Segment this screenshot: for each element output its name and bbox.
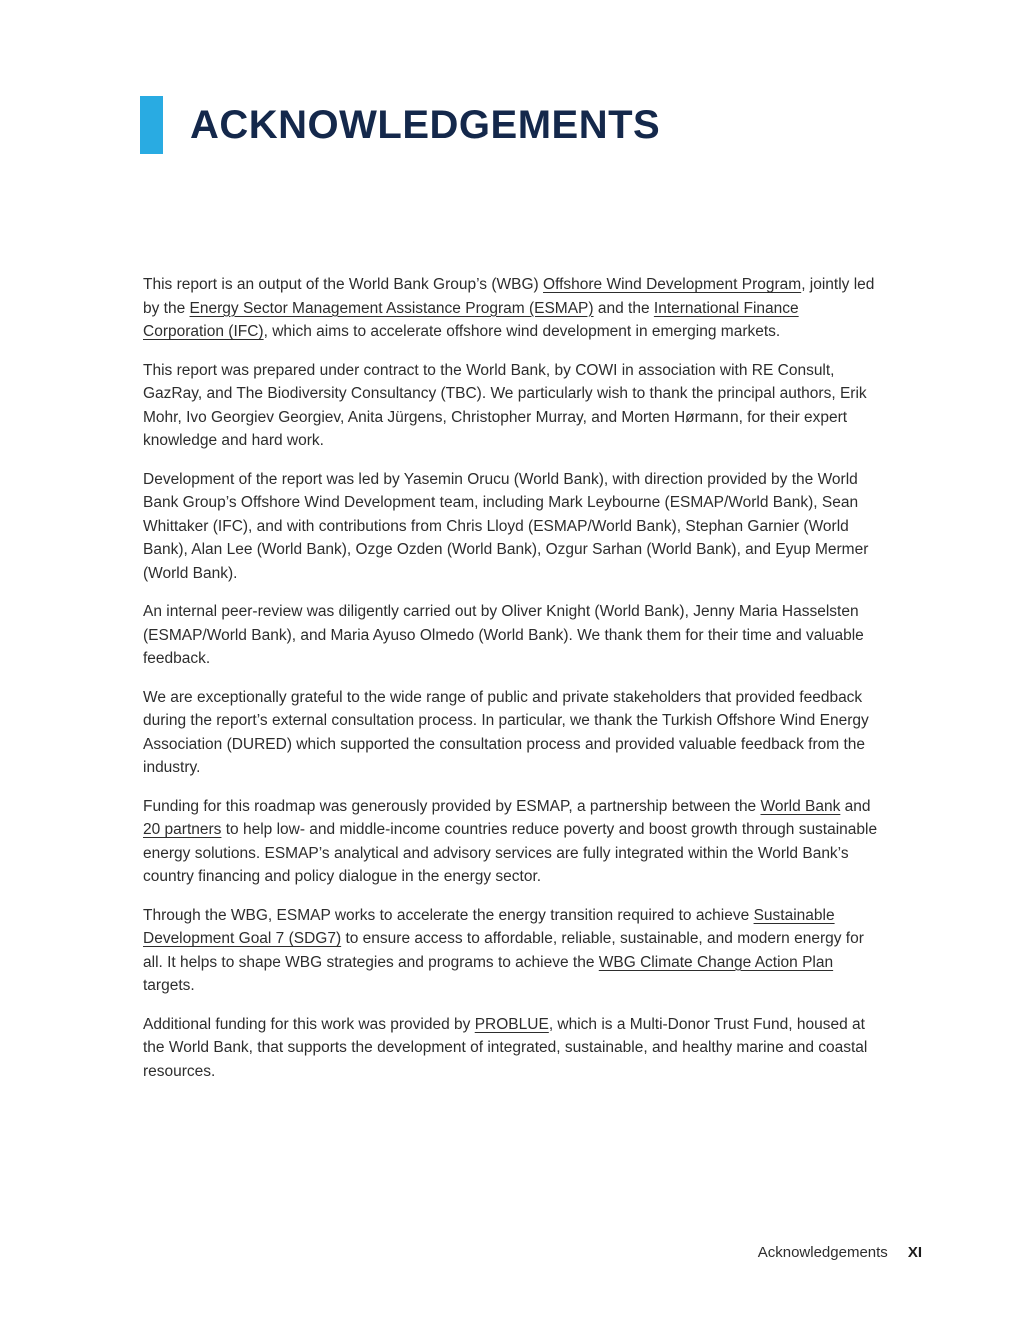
paragraph — [143, 686, 883, 780]
paragraph — [143, 468, 883, 586]
title-accent-bar — [140, 96, 163, 154]
paragraph-text: , which is a Multi-Donor Trust Fund, housed at the World Bank, that supports the development of integrated, sustainable, and healthy marine and coastal resources. — [143, 1015, 868, 1080]
paragraph — [143, 1013, 883, 1084]
paragraph-text: targets. — [143, 977, 195, 994]
footer-section-label: Acknowledgements — [757, 1244, 888, 1261]
link-text[interactable]: World Bank — [760, 797, 841, 815]
paragraph-text: We are exceptionally grateful to the wide range of public and private stakeholders that provided feedback during the report’s external consultation process. In particular, we thank the Turkish Offshore Wind Energy Association (DURED) which supported the consultation process and provided valuable feedback from the industry. — [143, 688, 869, 776]
body-content — [143, 273, 883, 1098]
paragraph-text: and the — [593, 299, 654, 317]
paragraph-text: Funding for this roadmap was generously provided by ESMAP, a partnership between the — [143, 797, 761, 815]
paragraph — [143, 600, 883, 671]
link-text[interactable]: Sustainable Development Goal 7 (SDG7) — [143, 906, 835, 947]
page-footer — [758, 1244, 922, 1261]
link-text[interactable]: Energy Sector Management Assistance Program (ESMAP) — [189, 299, 594, 317]
footer-page-number: XI — [907, 1244, 922, 1261]
page-title: ACKNOWLEDGEMENTS — [190, 103, 661, 147]
paragraph — [143, 273, 883, 344]
link-text[interactable]: PROBLUE — [474, 1015, 549, 1033]
paragraph-text: Additional funding for this work was provided by — [143, 1015, 475, 1033]
link-text[interactable]: International Finance Corporation (IFC) — [143, 299, 799, 340]
paragraph-text: Development of the report was led by Yasemin Orucu (World Bank), with direction provided by the World Bank Group’s Offshore Wind Development team, including Mark Leybourne (ESMAP/World Bank), Sean Whittaker (IFC), and with contributions from Chris Lloyd (ESMAP/World Bank), Stephan Garnier (World Bank), Alan Lee (World Bank), Ozge Ozden (World Bank), Ozgur Sarhan (World Bank), and Eyup Mermer (World Bank). — [143, 470, 869, 582]
paragraph-text: This report is an output of the World Bank Group’s (WBG) — [143, 276, 544, 293]
paragraph-text: and — [840, 797, 871, 815]
paragraph-text: , jointly led by the — [143, 276, 875, 317]
paragraph — [143, 904, 883, 998]
paragraph-text: An internal peer-review was diligently carried out by Oliver Knight (World Bank), Jenny Maria Hasselsten (ESMAP/World Bank), and Maria Ayuso Olmedo (World Bank). We thank them for their time and valuable feedback. — [143, 603, 864, 667]
paragraph-text: This report was prepared under contract to the World Bank, by COWI in association with RE Consult, GazRay, and The Biodiversity Consultancy (TBC). We particularly wish to thank the principal authors, Erik Mohr, Ivo Georgiev Georgiev, Anita Jürgens, Christopher Murray, and Morten Hørmann, for their expert knowledge and hard work. — [143, 361, 867, 449]
paragraph-text: Through the WBG, ESMAP works to accelerate the energy transition required to achieve — [143, 906, 754, 924]
page-header — [140, 96, 660, 154]
paragraph — [143, 359, 883, 453]
link-text[interactable]: WBG Climate Change Action Plan — [598, 953, 834, 971]
paragraph-text: , which aims to accelerate offshore wind development in emerging markets. — [263, 323, 781, 340]
link-text[interactable]: Offshore Wind Development Program — [543, 276, 802, 293]
paragraph-text: to help low- and middle-income countries reduce poverty and boost growth through sustainable energy solutions. ESMAP’s analytical and advisory services are fully integrated within the World Bank’s country financing and policy dialogue in the energy sector. — [143, 821, 878, 885]
paragraph-text: to ensure access to affordable, reliable, sustainable, and modern energy for all. It helps to shape WBG strategies and programs to achieve the — [143, 930, 864, 971]
link-text[interactable]: 20 partners — [143, 821, 222, 838]
paragraph — [143, 795, 883, 889]
